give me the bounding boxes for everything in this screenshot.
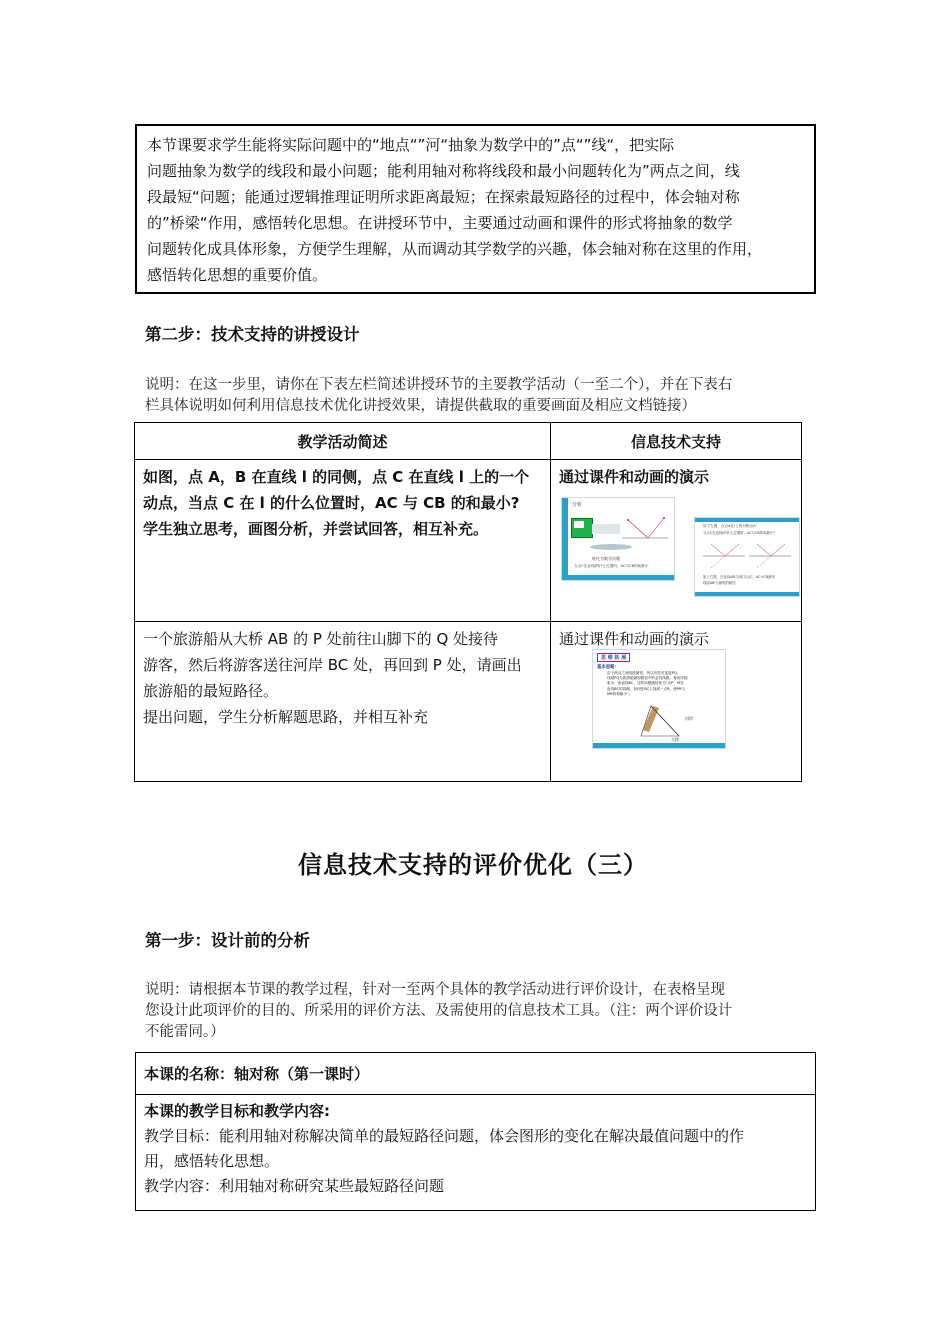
lesson-name-cell [136, 1053, 816, 1095]
step2-note [145, 375, 825, 417]
slide-subtitle: 基本思路： [597, 665, 619, 670]
slide-line: 直线BC的同侧，如何在BC上找到一点R，使PR与 [607, 686, 686, 691]
section3-note-line: 说明：请根据本节课的教学过程，针对一至两个具体的教学活动进行评价设计，在表格呈现 [145, 982, 725, 998]
step2-heading: 第二步：技术支持的讲授设计 [145, 325, 360, 344]
section3-note-line: 不能雷同。） [145, 1024, 225, 1040]
slide-line: MR的和最小”。 [607, 691, 633, 696]
activity-line: 动点，当点 C 在 l 的什么位置时，AC 与 CB 的和最小? [143, 494, 520, 512]
slide-line: 由于两点之间线段最短，所以首先可连接PQ， [607, 671, 681, 675]
intro-line: 问题抽象为数学的线段和最小问题；能利用轴对称将线段和最小问题转化为”两点之间，线 [147, 162, 740, 180]
header-activity: 教学活动简述 [135, 423, 551, 460]
slide-title: 思 维 拓 展 [597, 653, 630, 662]
support-text: 通过课件和动画的演示 [559, 468, 710, 486]
step2-note-line: 说明：在这一步里，请你在下表左栏简述讲授环节的主要教学活动（一至二个），并在下表右 [145, 377, 733, 393]
goals-line: 教学目标：能利用轴对称解决简单的最短路径问题，体会图形的变化在解决最值问题中的作 [144, 1127, 745, 1145]
slide-line: 当点C在直线l的什么位置时，AC与CB的和最小 [574, 564, 649, 568]
lesson-name: 本课的名称：轴对称（第一课时） [144, 1064, 370, 1083]
section3-note [145, 980, 825, 1043]
slide-label-river: 河岸 [685, 716, 693, 721]
step1-heading: 第一步：设计前的分析 [145, 931, 310, 950]
intro-line: 本节课要求学生能将实际问题中的“地点“”河“抽象为数学中的”点“”线“，把实际 [147, 136, 675, 154]
slide-line: 当点C在直线l的什么位置时，AC与CB的和最小？ [703, 531, 777, 535]
slide-thumbnail-2 [695, 518, 799, 596]
slide-line: 转化为数学问题 [592, 556, 620, 561]
lesson-goals-cell [136, 1095, 816, 1211]
slide-arrow [590, 544, 632, 550]
goals-line: 用，感悟转化思想。 [144, 1152, 280, 1170]
activity-line: 提出问题，学生分析解题思路，并相互补充 [143, 708, 429, 726]
intro-line: 的”桥梁“作用，感悟转化思想。在讲授环节中，主要通过动画和课件的形式将抽象的数学 [147, 214, 733, 232]
slide-line: 如上右图，在直线AB'与l的交点C，AC+CB最短 [703, 575, 775, 579]
slide-footer-bar [593, 743, 725, 748]
activity-line: 如图，点 A，B 在直线 l 的同侧，点 C 在直线 l 上的一个 [143, 468, 530, 486]
slide-line: 线段PQ为旅游船最短路径中的必经线路。将河岸抽 [607, 676, 688, 681]
goals-heading: 本课的教学目标和教学内容: [144, 1102, 330, 1120]
activity-line: 学生独立思考，画图分析，并尝试回答，相互补充。 [143, 520, 489, 538]
intro-line: 感悟转化思想的重要价值。 [147, 266, 328, 284]
slide-river-diagram [633, 700, 693, 740]
step2-note-line: 栏具体说明如何利用信息技术优化讲授效果，请提供截取的重要画面及相应文档链接） [145, 398, 696, 414]
section3-title: 信息技术支持的评价优化（三） [298, 850, 648, 879]
slide-diagram [620, 512, 670, 542]
slide-line: 象为一条直线BC，这样问题就转化为“点P，M在 [607, 681, 684, 686]
slide-top-bar [695, 518, 799, 522]
section3-note-line: 您设计此项评价的目的、所采用的评价方法、及需使用的信息技术工具。（注：两个评价设计 [145, 1003, 733, 1019]
slide-diagram [701, 538, 793, 572]
intro-line: 问题转化成具体形象，方便学生理解，从而调动其学数学的兴趣，体会轴对称在这里的作用， [147, 240, 763, 258]
activity-line: 一个旅游船从大桥 AB 的 P 处前往山脚下的 Q 处接待 [143, 630, 499, 648]
slide-label: 分析 [572, 502, 583, 508]
slide-line: 线段AB'为最短的路径 [703, 581, 736, 585]
lesson-info-table [135, 1052, 816, 1211]
activity-line: 游客，然后将游客送往河岸 BC 处，再回到 P 处，请画出 [143, 656, 522, 674]
slide-footer-bar [562, 575, 674, 580]
goals-line: 教学内容：利用轴对称研究某些最短路径问题 [144, 1177, 445, 1195]
activity-line: 旅游船的最短路径。 [143, 682, 279, 700]
slide-thumbnail-3 [593, 650, 725, 748]
table-row-1-activity [135, 460, 551, 622]
intro-box [135, 124, 816, 294]
slide-line: 如下左图，在点A在l上的对称点A' [703, 524, 757, 528]
header-support: 信息技术支持 [551, 423, 802, 460]
slide-road [592, 524, 620, 534]
slide-thumbnail-1 [562, 498, 674, 580]
support-text: 通过课件和动画的演示 [559, 630, 710, 648]
slide-sidebar [562, 498, 568, 580]
slide-green-inner [574, 521, 584, 528]
intro-line: 段最短“问题；能通过逻辑推理证明所求距离最短；在探索最短路径的过程中，体会轴对称 [147, 188, 740, 206]
slide-text [607, 671, 687, 697]
slide-label-bridge: 大桥 [671, 737, 679, 742]
table-row-2-activity [135, 622, 551, 782]
slide-footer-bar [695, 592, 799, 596]
